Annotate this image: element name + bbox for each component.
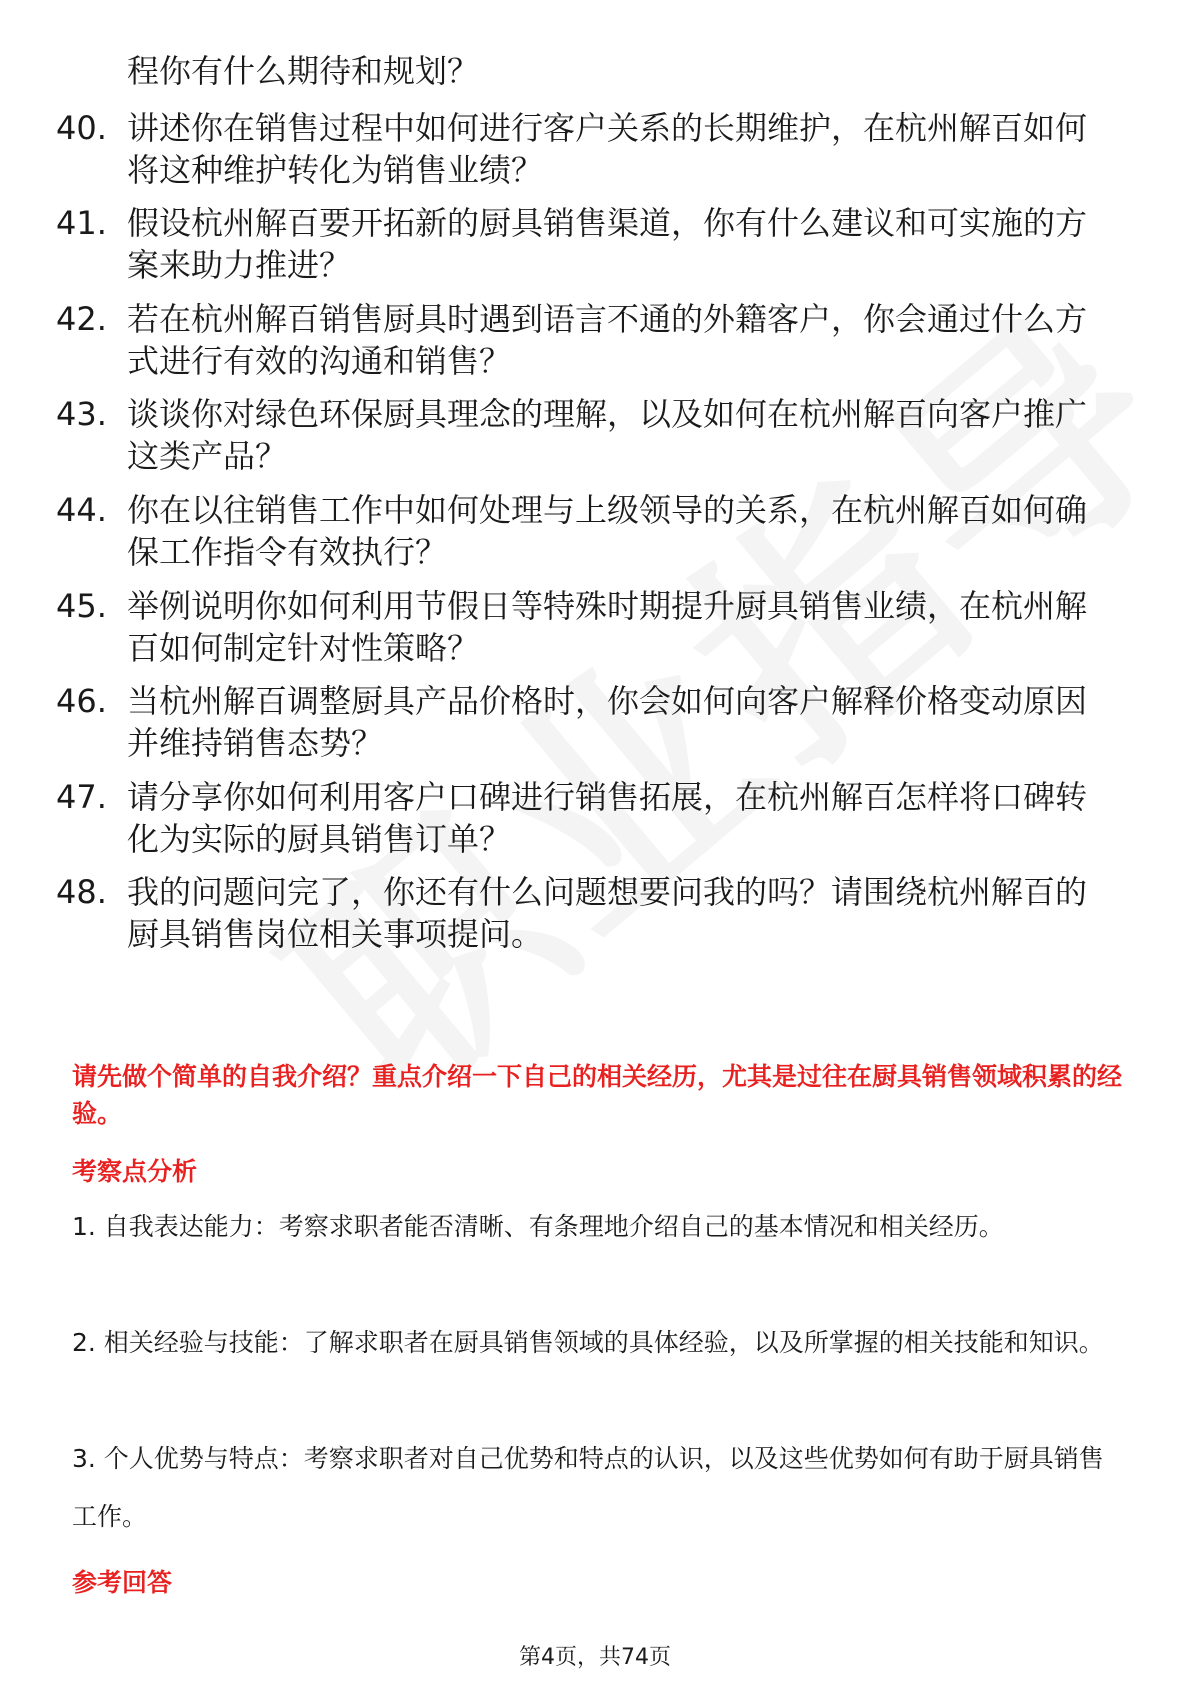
question-number: 46.	[56, 682, 107, 720]
question-text: 若在杭州解百销售厨具时遇到语言不通的外籍客户，你会通过什么方式进行有效的沟通和销售？	[127, 300, 1088, 380]
question-number: 40.	[56, 109, 107, 147]
question-text: 你在以往销售工作中如何处理与上级领导的关系，在杭州解百如何确保工作指令有效执行？	[127, 491, 1088, 571]
question-number: 42.	[56, 300, 107, 338]
question-number: 48.	[56, 873, 107, 911]
question-text: 我的问题问完了，你还有什么问题想要问我的吗？请围绕杭州解百的厨具销售岗位相关事项提问。	[127, 873, 1088, 953]
page-footer: 第4页，共74页	[519, 1645, 671, 1670]
question-item-44	[56, 489, 1106, 573]
question-text: 讲述你在销售过程中如何进行客户关系的长期维护，在杭州解百如何将这种维护转化为销售业绩？	[127, 109, 1088, 189]
question-item-48	[56, 871, 1106, 955]
analysis-point-2: 2. 相关经验与技能：了解求职者在厨具销售领域的具体经验，以及所掌握的相关技能和知识。	[72, 1328, 1104, 1357]
question-item-40	[56, 107, 1106, 191]
question-number: 44.	[56, 491, 107, 529]
question-number: 45.	[56, 587, 107, 625]
question-text: 举例说明你如何利用节假日等特殊时期提升厨具销售业绩，在杭州解百如何制定针对性策略？	[127, 587, 1088, 667]
question-item-45	[56, 585, 1106, 669]
highlight-question: 请先做个简单的自我介绍？重点介绍一下自己的相关经历，尤其是过往在厨具销售领域积累的经验。	[72, 1062, 1123, 1128]
analysis-title: 考察点分析	[72, 1157, 198, 1186]
question-text: 当杭州解百调整厨具产品价格时，你会如何向客户解释价格变动原因并维持销售态势？	[127, 682, 1088, 762]
question-text: 请分享你如何利用客户口碑进行销售拓展，在杭州解百怎样将口碑转化为实际的厨具销售订单？	[127, 778, 1088, 858]
question-number: 43.	[56, 395, 107, 433]
analysis-point-3: 3. 个人优势与特点：考察求职者对自己优势和特点的认识，以及这些优势如何有助于厨具销售工作。	[72, 1444, 1104, 1531]
question-item-42	[56, 298, 1106, 382]
analysis-point-1: 1. 自我表达能力：考察求职者能否清晰、有条理地介绍自己的基本情况和相关经历。	[72, 1212, 1004, 1241]
question-continuation: 程你有什么期待和规划？	[127, 52, 480, 90]
question-item-46	[56, 680, 1106, 764]
answer-title: 参考回答	[72, 1568, 173, 1597]
question-text: 谈谈你对绿色环保厨具理念的理解，以及如何在杭州解百向客户推广这类产品？	[127, 395, 1088, 475]
question-number: 41.	[56, 204, 107, 242]
question-item-41	[56, 202, 1106, 286]
question-text: 假设杭州解百要开拓新的厨具销售渠道，你有什么建议和可实施的方案来助力推进？	[127, 204, 1088, 284]
question-item-43	[56, 393, 1106, 477]
question-number: 47.	[56, 778, 107, 816]
question-item-47	[56, 776, 1106, 860]
